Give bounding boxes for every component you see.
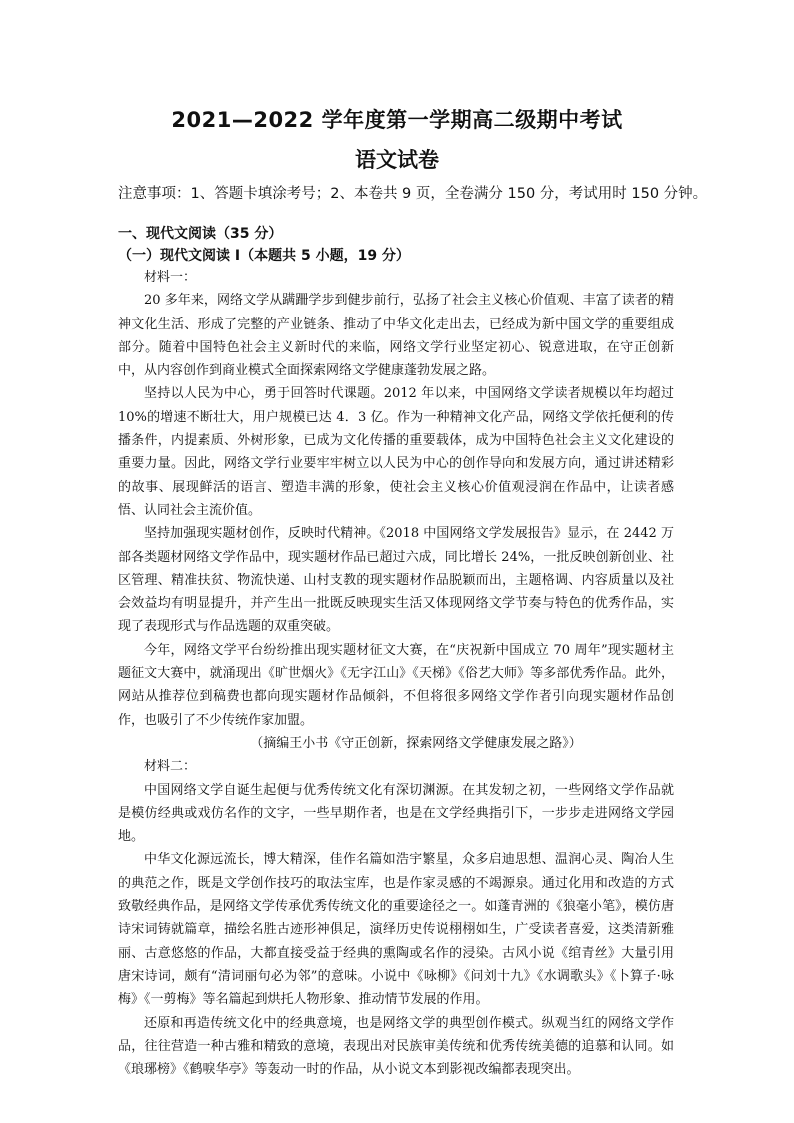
paragraph: 坚持以人民为中心，勇于回答时代课题。2012 年以来，中国网络文学读者规模以年均超过 10%的增速不断壮大，用户规模已达 4．3 亿。作为一种精神文化产品，网络文学依托便利的传播条件，内提素质、外树形象，已成为文化传播的重要载体，成为中国特色社会主义文化建设的重要力量。因此，网络文学行业要牢牢树立以人民为中心的创作导向和发展方向，通过讲述精彩的故事、展现鲜活的语言、塑造丰满的形象，使社会主义核心价值观浸润在作品中，让读者感悟、认同社会主流价值。	[118, 386, 674, 518]
paragraph: 今年，网络文学平台纷纷推出现实题材征文大赛，在“庆祝新中国成立 70 周年”现实题材主题征文大赛中，就涌现出《旷世烟火》《无字江山》《天梯》《俗艺大师》等多部优秀作品。此外，网站从推荐位到稿费也都向现实题材作品倾斜，不但将很多网络文学作者引向现实题材作品创作，也吸引了不少传统作家加盟。	[118, 642, 674, 728]
section-heading: 一、现代文阅读（35 分）	[118, 226, 283, 242]
material-label: 材料一：	[144, 270, 197, 285]
paragraph: 坚持加强现实题材创作，反映时代精神。《2018 中国网络文学发展报告》显示，在 2442 万部各类题材网络文学作品中，现实题材作品已超过六成，同比增长 24%，一批反映创新创业、社区管理、精准扶贫、物流快递、山村支教的现实题材作品脱颖而出，主题格调、内容质量以及社会效益均有明显提升，并产生出一批既反映现实生活又体现网络文学节奏与特色的优秀作品，实现了表现形式与作品选题的双重突破。	[118, 526, 674, 635]
paragraph: 20 多年来，网络文学从蹒跚学步到健步前行，弘扬了社会主义核心价值观、丰富了读者的精神文化生活、形成了完整的产业链条、推动了中华文化走出去，已经成为新中国文学的重要组成部分。随着中国特色社会主义新时代的来临，网络文学行业坚定初心、锐意进取，在守正创新中，从内容创作到商业模式全面探索网络文学健康蓬勃发展之路。	[118, 293, 674, 379]
paragraph: 中华文化源远流长，博大精深，佳作名篇如浩宇繁星，众多启迪思想、温润心灵、陶冶人生的典范之作，既是文学创作技巧的取法宝库，也是作家灵感的不竭源泉。通过化用和改造的方式致敬经典作品，是网络文学传承优秀传统文化的重要途径之一。如蓬青洲的《狼毫小笔》，模仿唐诗宋词铸就篇章，描绘名胜古迹形神俱足，演绎历史传说栩栩如生，广受读者喜爱，这类清新雅丽、古意悠悠的作品，大都直接受益于经典的熏陶或名作的浸染。古风小说《绾青丝》大量引用唐宋诗词，颇有“清词丽句必为邻”的意味。小说中《咏柳》《问刘十九》《水调歌头》《卜算子·咏梅》《一剪梅》等名篇起到烘托人物形象、推动情节发展的作用。	[118, 852, 674, 1008]
source-citation: （摘编王小书《守正创新，探索网络文学健康发展之路》）	[250, 735, 582, 751]
subsection-heading: （一）现代文阅读 I（本题共 5 小题，19 分）	[118, 248, 410, 264]
material-label: 材料二：	[144, 759, 197, 775]
paragraph: 还原和再造传统文化中的经典意境，也是网络文学的典型创作模式。纵观当红的网络文学作品，往往营造一种古雅和精致的意境，表现出对民族审美传统和优秀传统美德的追慕和认同。如《琅琊榜》《鹤唳华亭》等轰动一时的作品，从小说文本到影视改编都表现突出。	[118, 1015, 674, 1078]
exam-title: 2021—2022 学年度第一学期高二级期中考试	[171, 108, 623, 132]
exam-notice: 注意事项：1、答题卡填涂考号；2、本卷共 9 页，全卷满分 150 分，考试用时 150 分钟。	[118, 186, 708, 202]
exam-subtitle: 语文试卷	[355, 148, 439, 172]
reading-body	[118, 266, 674, 1081]
paragraph: 中国网络文学自诞生起便与优秀传统文化有深切渊源。在其发轫之初，一些网络文学作品就是模仿经典或戏仿名作的文字，一些早期作者，也是在文学经典指引下，一步步走进网络文学园地。	[118, 782, 674, 845]
